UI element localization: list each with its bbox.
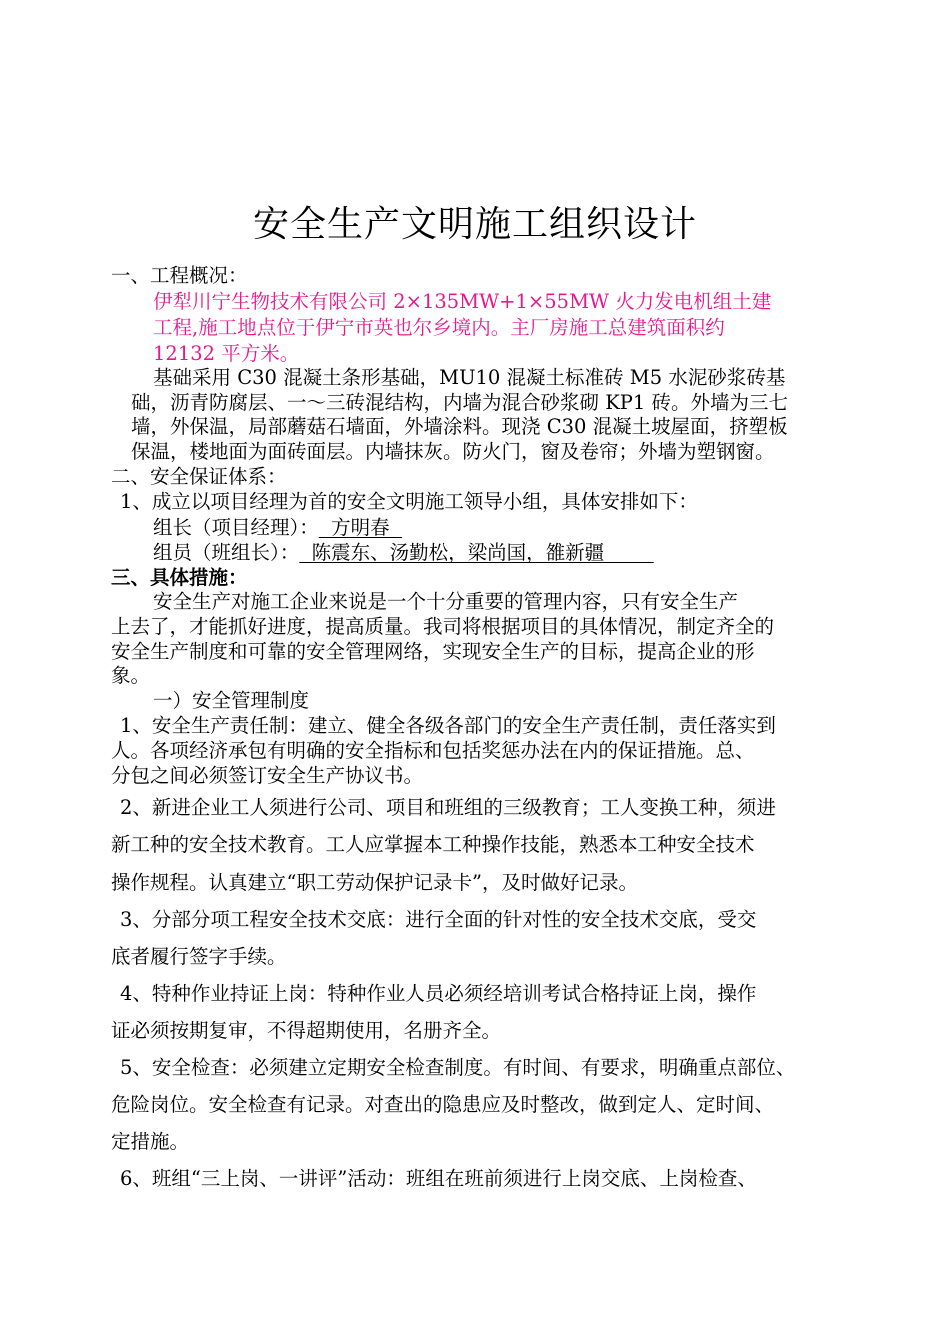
structure-description-line: 墙，外保温，局部蘑菇石墙面，外墙涂料。现浇 C30 混凝土坡屋面，挤塑板 (131, 415, 788, 438)
team-members-names: 陈震东、汤勤松，梁尚国，雒新疆 (299, 541, 654, 564)
measure-paragraph-line: 人。各项经济承包有明确的安全指标和包括奖惩办法在内的保证措施。总、 (111, 739, 755, 762)
team-members-row (153, 540, 654, 566)
measure-paragraph-line: 危险岗位。安全检查有记录。对查出的隐患应及时整改，做到定人、定时间、 (111, 1093, 775, 1116)
section-2-heading: 二、安全保证体系： (111, 465, 287, 488)
structure-description-line: 保温，楼地面为面砖面层。内墙抹灰。防火门，窗及卷帘；外墙为塑钢窗。 (131, 440, 775, 463)
measure-paragraph-line: 操作规程。认真建立“职工劳动保护记录卡”，及时做好记录。 (111, 871, 638, 894)
structure-description-line: 基础采用 C30 混凝土条形基础，MU10 混凝土标准砖 M5 水泥砂浆砖基 (153, 366, 786, 389)
measure-paragraph-line: 分包之间必须签订安全生产协议书。 (111, 764, 424, 787)
measure-paragraph-line: 4、特种作业持证上岗：特种作业人员必须经培训考试合格持证上岗，操作 (120, 982, 757, 1005)
organization-item: 1、成立以项目经理为首的安全文明施工领导小组，具体安排如下： (120, 490, 698, 513)
measure-paragraph-line: 3、分部分项工程安全技术交底：进行全面的针对性的安全技术交底，受交 (120, 908, 757, 931)
measures-intro-line: 上去了，才能抓好进度，提高质量。我司将根据项目的具体情况，制定齐全的 (111, 615, 775, 638)
measure-paragraph-line: 新工种的安全技术教育。工人应掌握本工种操作技能，熟悉本工种安全技术 (111, 833, 755, 856)
measure-paragraph-line: 证必须按期复审，不得超期使用，名册齐全。 (111, 1019, 502, 1042)
team-members-label: 组员（班组长）： (153, 541, 300, 564)
document-title: 安全生产文明施工组织设计 (252, 204, 697, 245)
structure-description-line: 础，沥青防腐层、一～三砖混结构，内墙为混合砂浆砌 KP1 砖。外墙为三七 (131, 391, 788, 414)
measure-paragraph-line: 5、安全检查：必须建立定期安全检查制度。有时间、有要求，明确重点部位、 (120, 1056, 796, 1079)
section-3-heading: 三、具体措施： (111, 566, 248, 589)
subsection-heading: 一）安全管理制度 (153, 689, 310, 712)
team-leader-label: 组长（项目经理）： (153, 516, 319, 539)
section-1-heading: 一、工程概况： (111, 264, 248, 287)
measures-intro-line: 象。 (111, 664, 151, 687)
team-leader-name: 方明春 (318, 516, 403, 539)
measures-intro-line: 安全生产制度和可靠的安全管理网络，实现安全生产的目标，提高企业的形 (111, 640, 755, 663)
project-summary-line: 工程,施工地点位于伊宁市英也尔乡境内。主厂房施工总建筑面积约 (153, 316, 725, 339)
measure-paragraph-line: 底者履行签字手续。 (111, 945, 287, 968)
team-leader-row (153, 515, 402, 541)
project-summary-line: 伊犁川宁生物技术有限公司 2×135MW+1×55MW 火力发电机组土建 (153, 290, 772, 313)
measures-intro-line: 安全生产对施工企业来说是一个十分重要的管理内容，只有安全生产 (153, 590, 739, 613)
measure-paragraph-line: 2、新进企业工人须进行公司、项目和班组的三级教育；工人变换工种，须进 (120, 796, 776, 819)
project-summary-line: 12132 平方米。 (153, 342, 300, 365)
measure-paragraph-line: 定措施。 (111, 1130, 190, 1153)
measure-paragraph-line: 6、班组“三上岗、一讲评”活动：班组在班前须进行上岗交底、上岗检查、 (120, 1167, 757, 1190)
measure-paragraph-line: 1、安全生产责任制：建立、健全各级各部门的安全生产责任制，责任落实到 (120, 714, 776, 737)
